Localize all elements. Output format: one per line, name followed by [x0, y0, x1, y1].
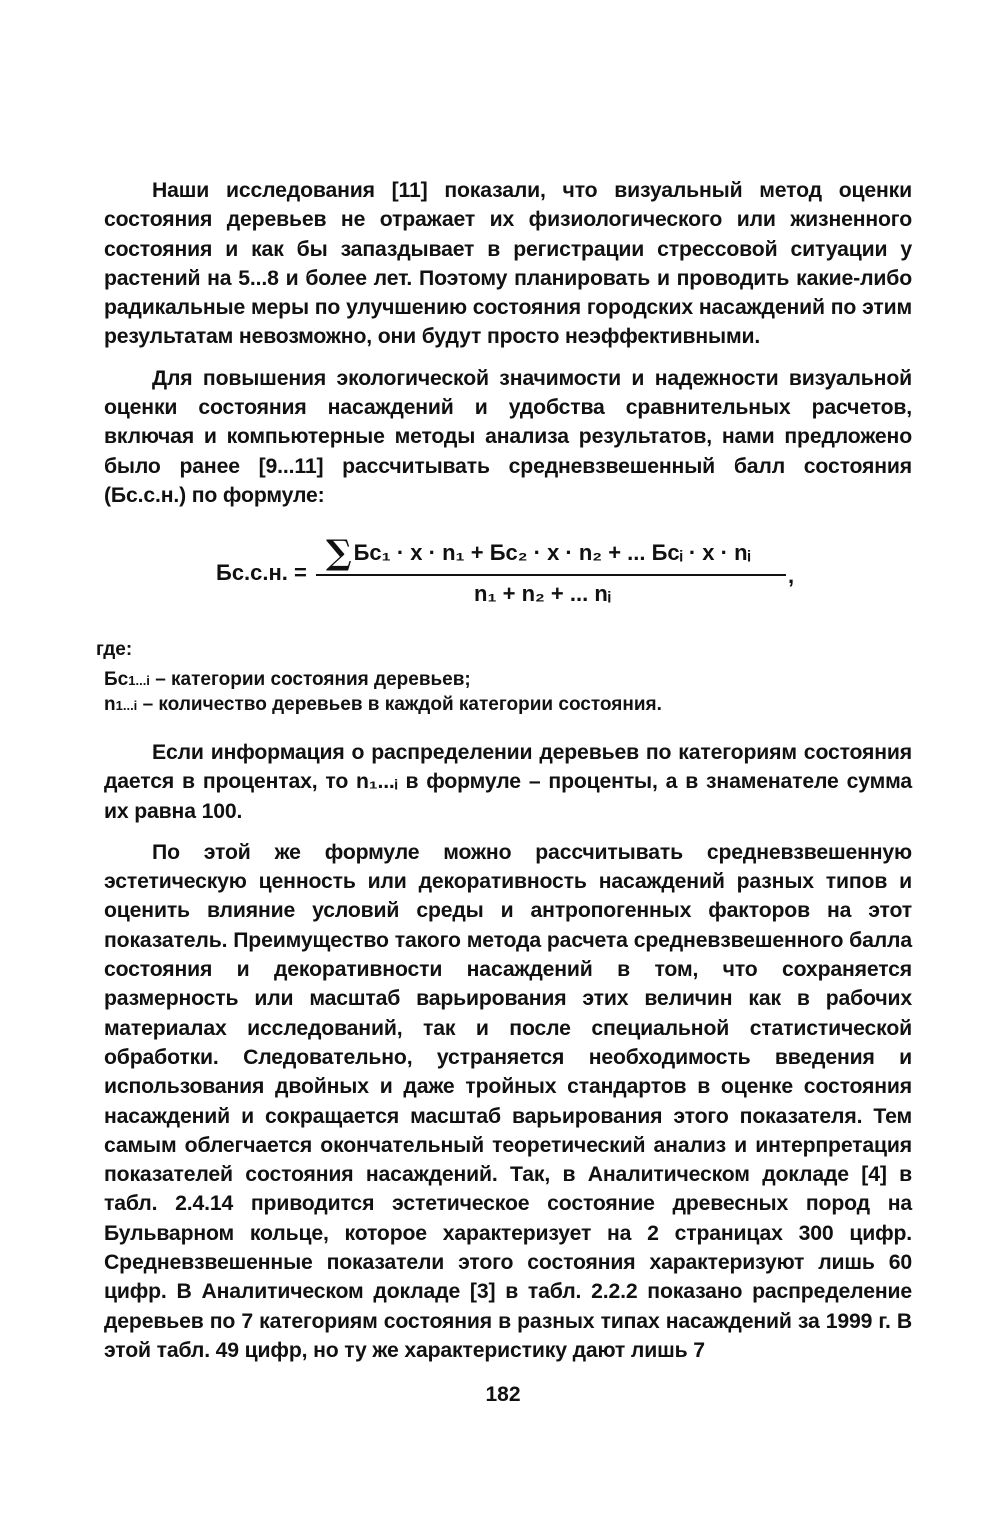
legend-item-counts	[104, 694, 912, 716]
formula-numerator	[326, 533, 751, 573]
paragraph-formula-intro: Для повышения экологической значимости и надежности визуальной оценки состояния насаждений и удобства сравнительных расчетов, включая и компьютерные методы анализа результатов, нами предложено было ранее [9...11] рассчитывать средневзвешенный балл состояния (Бс.с.н.) по формуле:	[104, 366, 912, 507]
fraction-bar	[316, 574, 786, 576]
legend-item-categories	[104, 669, 912, 691]
formula-comma: ,	[788, 563, 795, 588]
paragraph-percent-note: Если информация о распределении деревьев по категориям состояния дается в процентах, то n₁...ᵢ в формуле – проценты, а в знаменателе сумма их равна 100.	[104, 741, 912, 823]
legend-symbol: Бс	[104, 669, 129, 690]
legend-text: – категории состояния деревьев;	[149, 669, 471, 690]
paragraph-research-findings: Наши исследования [11] показали, что визуальный метод оценки состояния деревьев не отражает их физиологического или жизненного состояния и как бы запаздывает в регистрации стрессовой ситуации у растений на 5...8 и более лет. Поэтому планировать и проводить какие-либо радикальные меры по улучшению состояния городских насаждений по этим результатам невозможно, они будут просто неэффективными.	[104, 179, 912, 349]
legend-symbol: n	[104, 694, 116, 715]
formula-numerator-text: Бс₁ · x · n₁ + Бс₂ · x · n₂ + ... Бсᵢ · x · nᵢ	[353, 540, 751, 565]
legend-subscript: 1...i	[128, 673, 150, 688]
body-continuation	[104, 738, 912, 1365]
legend-subscript: 1...i	[115, 698, 138, 713]
page-body	[96, 176, 912, 1362]
sigma-symbol: ∑	[326, 533, 352, 573]
weighted-score-formula	[104, 531, 912, 621]
where-label: где:	[96, 639, 133, 660]
legend-text: – количество деревьев в каждой категории состояния.	[137, 694, 662, 715]
formula-lhs: Бс.с.н. =	[216, 560, 307, 585]
page-number: 182	[485, 1383, 521, 1406]
paragraph-aesthetic-value: По этой же формуле можно рассчитывать средневзвешенную эстетическую ценность или декоративность насаждений разных типов и оценить влияние условий среды и антропогенных факторов на этот показатель. Преимущество такого метода расчета средневзвешенного балла состояния и декоративности насаждений в том, что сохраняется размерность или масштаб варьирования этих величин как в рабочих материалах исследований, так и после специальной статистической обработки. Следовательно, устраняется необходимость введения и использования двойных и даже тройных стандартов в оценке состояния насаждений и сокращается масштаб варьирования этого показателя. Тем самым облегчается окончательный теоретический анализ и интерпретация показателей состояния насаждений. Так, в Аналитическом докладе [4] в табл. 2.4.14 приводится эстетическое состояние древесных пород на Бульварном кольце, которое характеризует на 2 страницах 300 цифр. Средневзвешенные показатели этого состояния характеризуют лишь 60 цифр. В Аналитическом докладе [3] в табл. 2.2.2 показано распределение деревьев по 7 категориям состояния в разных типах насаждений за 1999 г. В этой табл. 49 цифр, но ту же характеристику дают лишь 7	[104, 840, 912, 1362]
formula-denominator: n₁ + n₂ + ... nᵢ	[474, 581, 611, 606]
